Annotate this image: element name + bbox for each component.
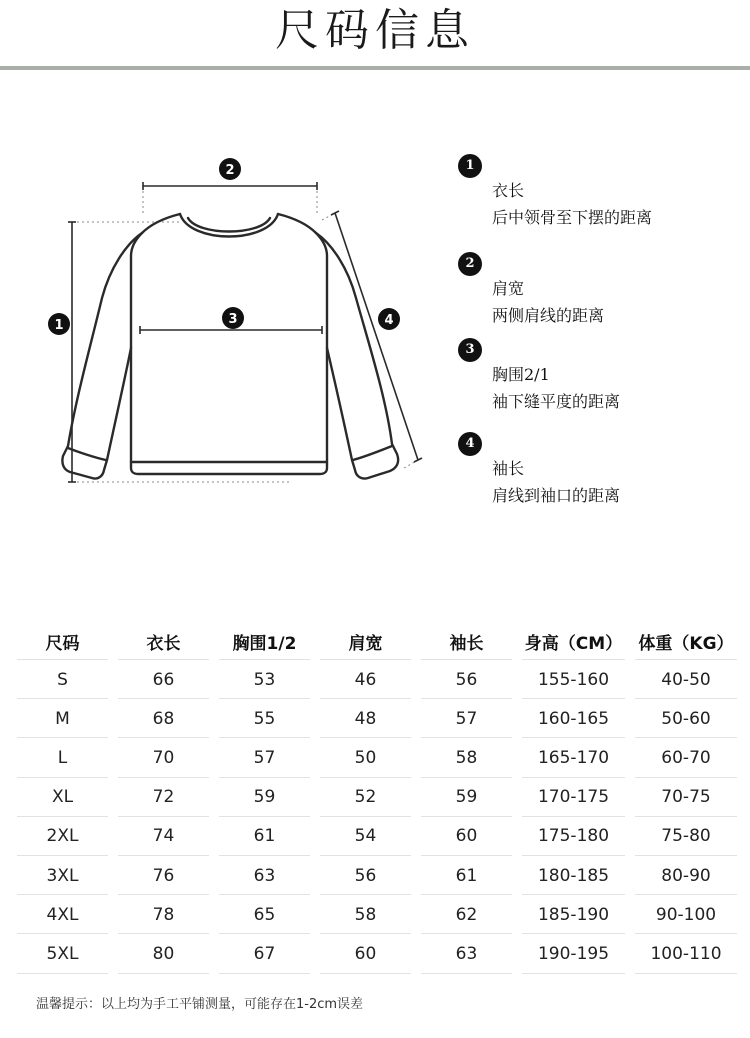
table-cell: 63 [214, 856, 315, 895]
table-cell: 59 [214, 778, 315, 817]
marker-2 [219, 158, 241, 180]
table-cell: 56 [416, 660, 517, 699]
table-cell: 48 [315, 699, 416, 738]
legend-desc: 肩线到袖口的距离 [492, 486, 621, 505]
table-header-row [12, 622, 742, 660]
svg-text:1: 1 [54, 318, 64, 333]
column-header: 身高（CM） [517, 622, 630, 660]
page-title: 尺码信息 [275, 5, 475, 56]
legend-desc: 后中领骨至下摆的距离 [492, 208, 653, 227]
table-cell: 3XL [12, 856, 113, 895]
table-cell: 5XL [12, 934, 113, 973]
column-header: 袖长 [416, 622, 517, 660]
table-cell: 61 [214, 817, 315, 856]
legend-number: 3 [458, 338, 482, 362]
table-cell: 60 [416, 817, 517, 856]
table-cell: 100-110 [630, 934, 742, 973]
legend-number: 4 [458, 432, 482, 456]
table-cell: 155-160 [517, 660, 630, 699]
table-cell: 185-190 [517, 895, 630, 934]
svg-text:2: 2 [225, 163, 235, 178]
marker-3 [222, 307, 244, 329]
title-divider [0, 66, 750, 70]
sweater-measurement-diagram [30, 148, 450, 500]
column-header: 尺码 [12, 622, 113, 660]
table-cell: 190-195 [517, 934, 630, 973]
table-cell: 58 [315, 895, 416, 934]
table-cell: 72 [113, 778, 214, 817]
table-cell: 52 [315, 778, 416, 817]
column-header: 胸围1/2 [214, 622, 315, 660]
marker-1 [48, 313, 70, 335]
table-cell: 175-180 [517, 817, 630, 856]
table-cell: 68 [113, 699, 214, 738]
table-cell: 58 [416, 738, 517, 777]
column-header: 体重（KG） [630, 622, 742, 660]
legend-name: 袖长 [492, 459, 525, 478]
legend-desc: 袖下缝平度的距离 [492, 392, 621, 411]
table-cell: 56 [315, 856, 416, 895]
table-cell: 61 [416, 856, 517, 895]
size-table [12, 622, 742, 974]
table-cell: 76 [113, 856, 214, 895]
measurement-note: 温馨提示：以上均为手工平铺测量，可能存在1-2cm误差 [36, 997, 364, 1012]
column-header: 肩宽 [315, 622, 416, 660]
table-cell: 60-70 [630, 738, 742, 777]
table-row [12, 817, 742, 856]
table-cell: 57 [214, 738, 315, 777]
legend-number: 2 [458, 252, 482, 276]
legend-name: 肩宽 [492, 279, 525, 298]
table-cell: 90-100 [630, 895, 742, 934]
table-cell: S [12, 660, 113, 699]
legend-name: 胸围2/1 [492, 365, 550, 384]
table-cell: 66 [113, 660, 214, 699]
table-row [12, 895, 742, 934]
table-cell: 46 [315, 660, 416, 699]
table-row [12, 660, 742, 699]
table-row [12, 856, 742, 895]
svg-text:4: 4 [384, 313, 394, 328]
table-cell: 165-170 [517, 738, 630, 777]
table-cell: 50-60 [630, 699, 742, 738]
legend-desc: 两侧肩线的距离 [492, 306, 605, 325]
column-header: 衣长 [113, 622, 214, 660]
table-cell: 67 [214, 934, 315, 973]
table-cell: 63 [416, 934, 517, 973]
table-cell: 4XL [12, 895, 113, 934]
table-cell: 75-80 [630, 817, 742, 856]
table-cell: 80 [113, 934, 214, 973]
table-cell: 74 [113, 817, 214, 856]
table-cell: 80-90 [630, 856, 742, 895]
table-row [12, 699, 742, 738]
table-cell: 70-75 [630, 778, 742, 817]
table-cell: XL [12, 778, 113, 817]
table-cell: 78 [113, 895, 214, 934]
table-cell: 50 [315, 738, 416, 777]
marker-4 [378, 308, 400, 330]
table-row [12, 738, 742, 777]
table-row [12, 778, 742, 817]
table-cell: 55 [214, 699, 315, 738]
table-cell: 57 [416, 699, 517, 738]
legend-name: 衣长 [492, 181, 525, 200]
table-cell: 54 [315, 817, 416, 856]
table-cell: 40-50 [630, 660, 742, 699]
table-cell: 160-165 [517, 699, 630, 738]
table-cell: 65 [214, 895, 315, 934]
table-cell: M [12, 699, 113, 738]
table-row [12, 934, 742, 973]
legend-number: 1 [458, 154, 482, 178]
table-cell: L [12, 738, 113, 777]
table-cell: 59 [416, 778, 517, 817]
table-cell: 62 [416, 895, 517, 934]
table-cell: 2XL [12, 817, 113, 856]
table-cell: 70 [113, 738, 214, 777]
svg-text:3: 3 [228, 312, 238, 327]
table-cell: 60 [315, 934, 416, 973]
table-cell: 170-175 [517, 778, 630, 817]
table-cell: 53 [214, 660, 315, 699]
table-cell: 180-185 [517, 856, 630, 895]
